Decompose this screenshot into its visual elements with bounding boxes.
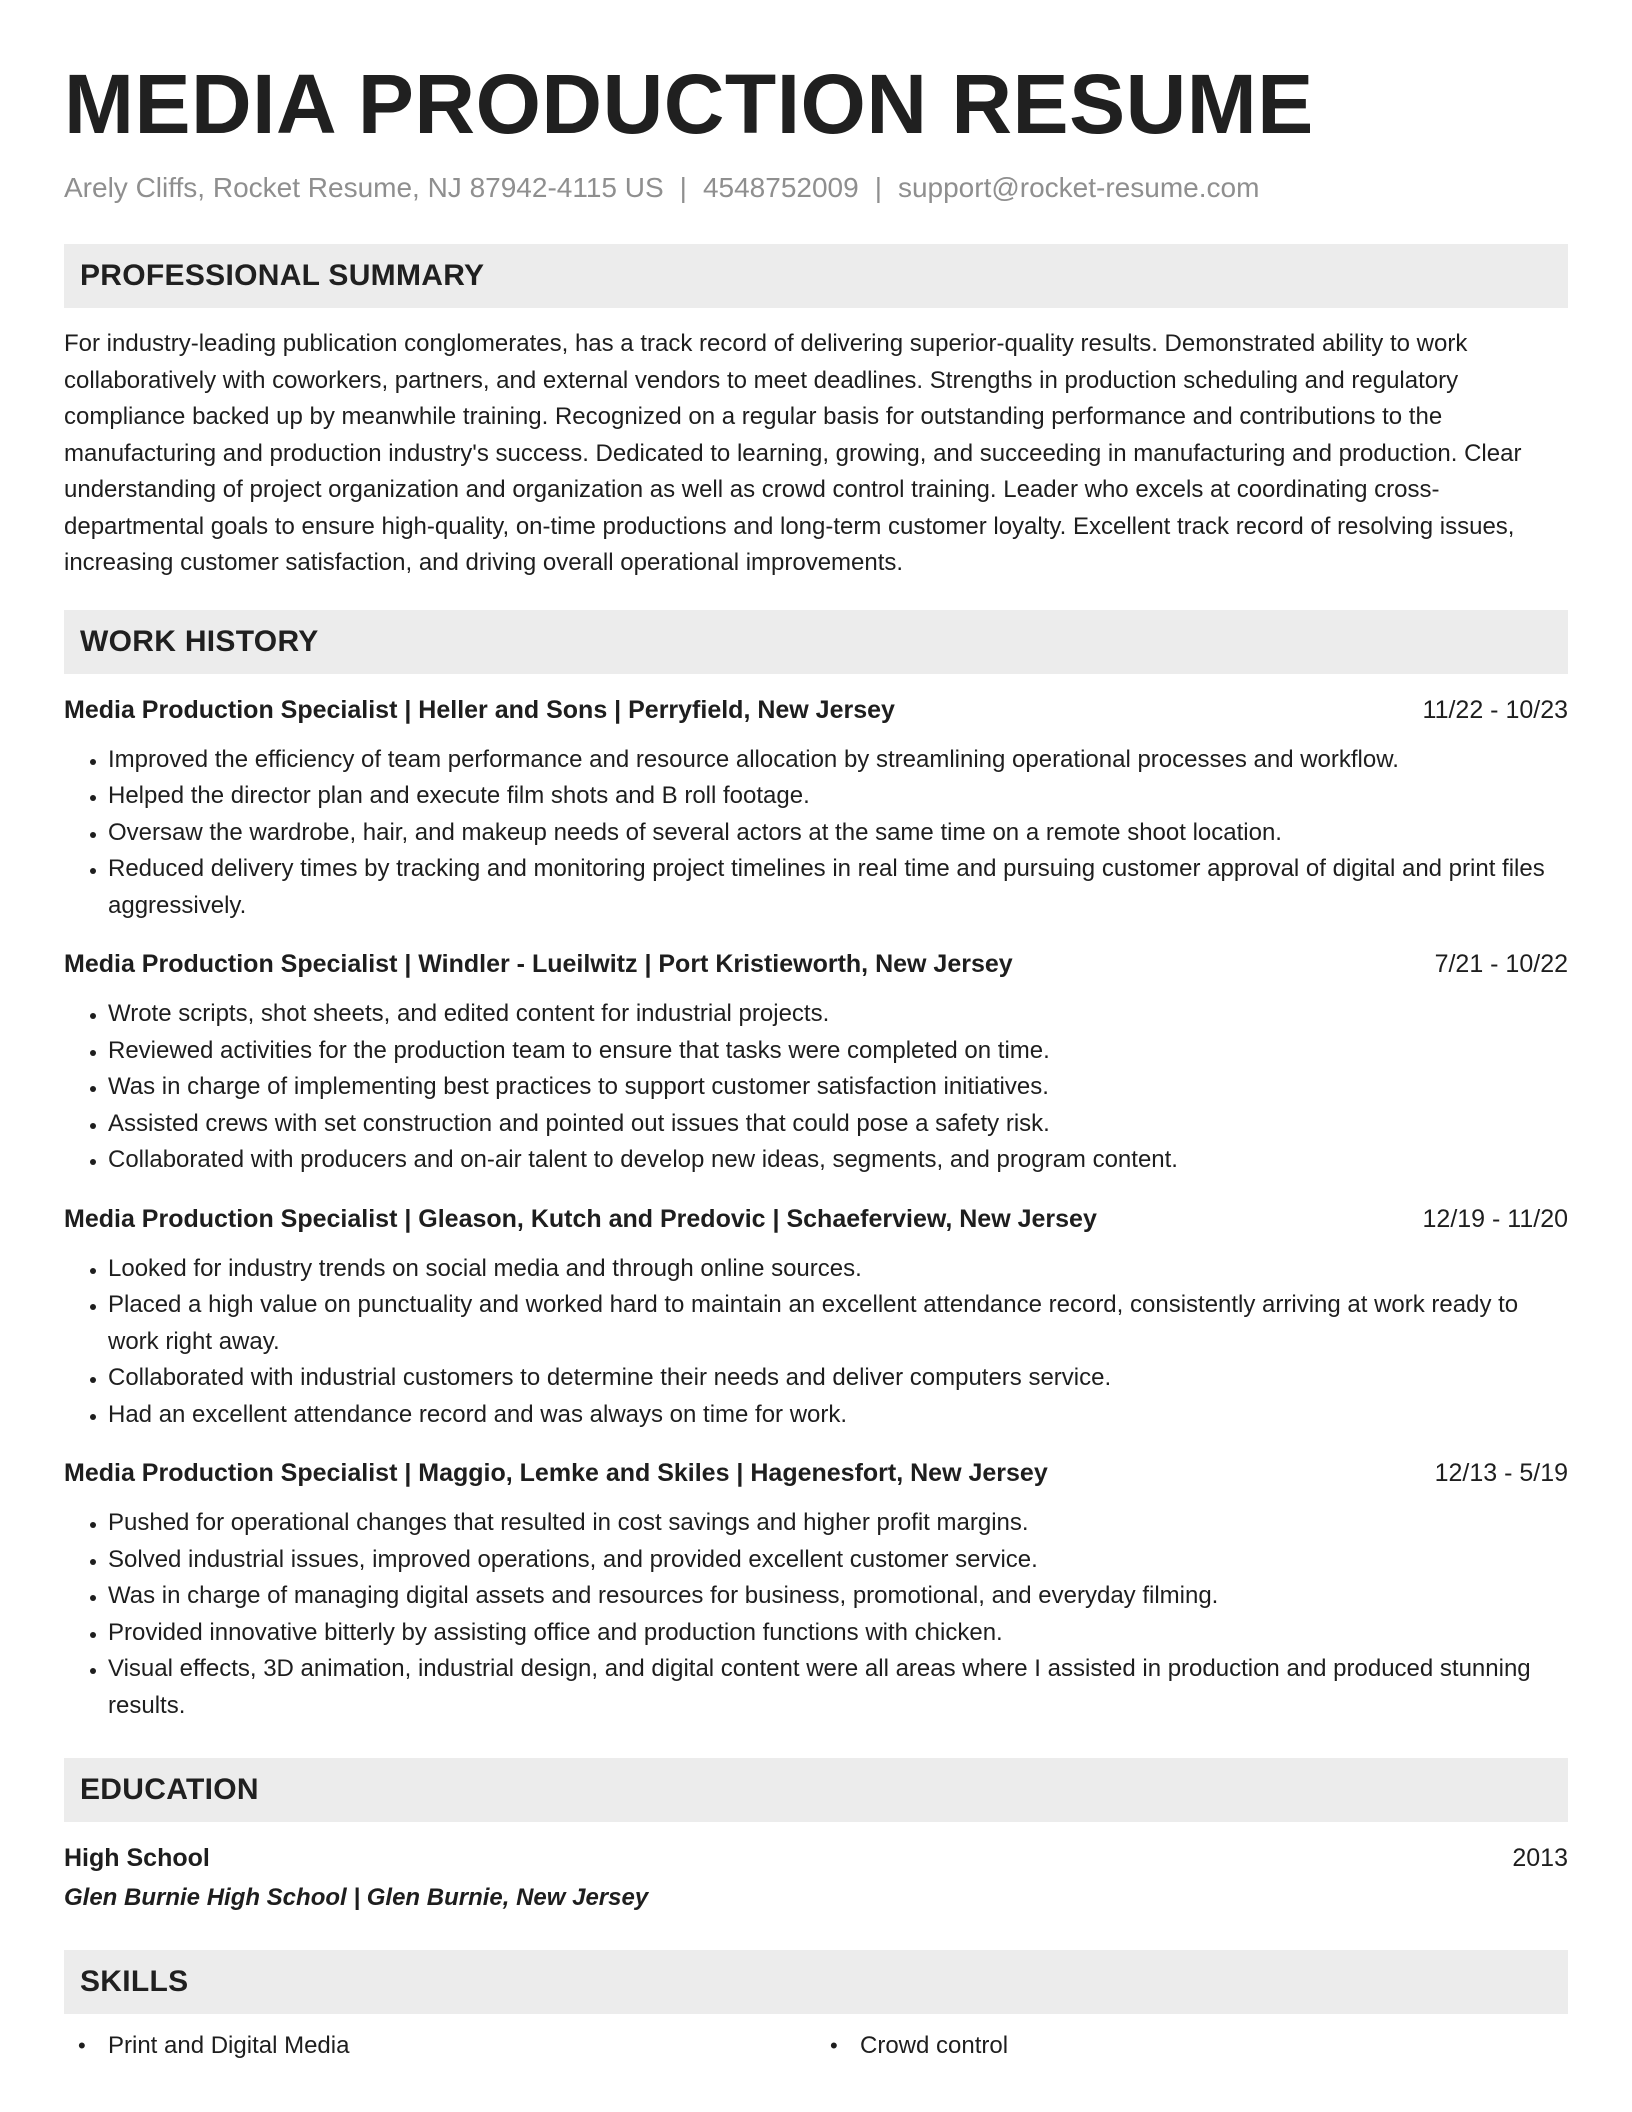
summary-text: For industry-leading publication conglomerates, has a track record of delivering superior-quality results. Demonstrated ability to work collaboratively with coworkers, partners, and external vendors to meet deadlines. Strengths in production scheduling and regulatory compliance backed up by meanwhile training. Recognized on a regular basis for outstanding performance and contributions to the manufacturing and production industry's success. Dedicated to learning, growing, and succeeding in manufacturing and production. Clear understanding of project organization and organization as well as crowd control training. Leader who excels at coordinating cross-departmental goals to ensure high-quality, on-time productions and long-term customer loyalty. Excellent track record of resolving issues, increasing customer satisfaction, and driving overall operational improvements. <box>64 330 1522 576</box>
job-bullet: • Provided innovative bitterly by assisting office and production functions with chicken. <box>108 1615 1568 1652</box>
job-title: Media Production Specialist | Maggio, Lemke and Skiles | Hagenesfort, New Jersey <box>64 1459 1048 1487</box>
contact-email: support@rocket-resume.com <box>897 172 1260 203</box>
job-bullet: • Pushed for operational changes that resulted in cost savings and higher profit margins. <box>108 1505 1568 1542</box>
job-bullet: • Oversaw the wardrobe, hair, and makeup needs of several actors at the same time on a remote shoot location. <box>108 815 1568 852</box>
education-entry <box>64 1840 1568 1876</box>
job-bullet: • Improved the efficiency of team performance and resource allocation by streamlining operational processes and workflow. <box>108 742 1568 779</box>
job-bullet: • Placed a high value on punctuality and worked hard to maintain an excellent attendance record, consistently arriving at work ready to work right away. <box>108 1287 1568 1360</box>
job-bullets <box>64 996 1568 1179</box>
job-bullet: • Looked for industry trends on social media and through online sources. <box>108 1251 1568 1288</box>
job-dates: 12/13 - 5/19 <box>1434 1459 1568 1487</box>
job-entry <box>64 1455 1568 1724</box>
job-bullet: • Visual effects, 3D animation, industrial design, and digital content were all areas where I assisted in production and produced stunning results. <box>108 1651 1568 1724</box>
job-bullet: • Collaborated with producers and on-air talent to develop new ideas, segments, and program content. <box>108 1142 1568 1179</box>
job-bullet: • Solved industrial issues, improved operations, and provided excellent customer service. <box>108 1542 1568 1579</box>
job-title: Media Production Specialist | Windler - Lueilwitz | Port Kristieworth, New Jersey <box>64 950 1013 978</box>
job-dates: 7/21 - 10/22 <box>1434 950 1568 978</box>
job-entry <box>64 692 1568 925</box>
job-bullet: • Reduced delivery times by tracking and monitoring project timelines in real time and pursuing customer approval of digital and print files aggressively. <box>108 851 1568 924</box>
job-dates: 12/19 - 11/20 <box>1422 1204 1568 1233</box>
job-bullets <box>64 742 1568 925</box>
job-bullet: • Helped the director plan and execute film shots and B roll footage. <box>108 778 1568 815</box>
skill-item: • Print and Digital Media <box>64 2028 816 2064</box>
skills-list <box>64 2028 1568 2064</box>
job-bullets <box>64 1251 1568 1434</box>
education-degree: High School <box>64 1844 210 1872</box>
education-year: 2013 <box>1512 1844 1568 1872</box>
contact-separator: | <box>874 172 882 203</box>
job-entry <box>64 1201 1568 1434</box>
job-entry <box>64 946 1568 1179</box>
job-bullet: • Had an excellent attendance record and was always on time for work. <box>108 1397 1568 1434</box>
job-bullet: • Was in charge of managing digital assets and resources for business, promotional, and everyday filming. <box>108 1578 1568 1615</box>
job-bullets <box>64 1505 1568 1724</box>
section-heading-work-history: WORK HISTORY <box>64 610 1568 674</box>
section-heading-skills: SKILLS <box>64 1950 1568 2014</box>
job-bullet: • Wrote scripts, shot sheets, and edited content for industrial projects. <box>108 996 1568 1033</box>
education-school: Glen Burnie High School | Glen Burnie, New Jersey <box>64 1884 649 1911</box>
resume-title: MEDIA PRODUCTION RESUME <box>64 57 1314 151</box>
skill-item: • Crowd control <box>816 2028 1568 2064</box>
job-dates: 11/22 - 10/23 <box>1422 695 1568 724</box>
section-heading-summary: PROFESSIONAL SUMMARY <box>64 244 1568 308</box>
job-bullet: • Assisted crews with set construction and pointed out issues that could pose a safety risk. <box>108 1106 1568 1143</box>
job-bullet: • Was in charge of implementing best practices to support customer satisfaction initiatives. <box>108 1069 1568 1106</box>
job-title: Media Production Specialist | Gleason, Kutch and Predovic | Schaeferview, New Jersey <box>64 1204 1097 1233</box>
contact-separator: | <box>679 172 687 203</box>
contact-line <box>64 170 1568 206</box>
contact-phone: 4548752009 <box>702 172 859 203</box>
section-heading-education: EDUCATION <box>64 1758 1568 1822</box>
job-title: Media Production Specialist | Heller and Sons | Perryfield, New Jersey <box>64 695 895 724</box>
job-bullet: • Collaborated with industrial customers to determine their needs and deliver computers service. <box>108 1360 1568 1397</box>
contact-address: Arely Cliffs, Rocket Resume, NJ 87942-4115 US <box>64 172 664 203</box>
job-bullet: • Reviewed activities for the production team to ensure that tasks were completed on time. <box>108 1033 1568 1070</box>
